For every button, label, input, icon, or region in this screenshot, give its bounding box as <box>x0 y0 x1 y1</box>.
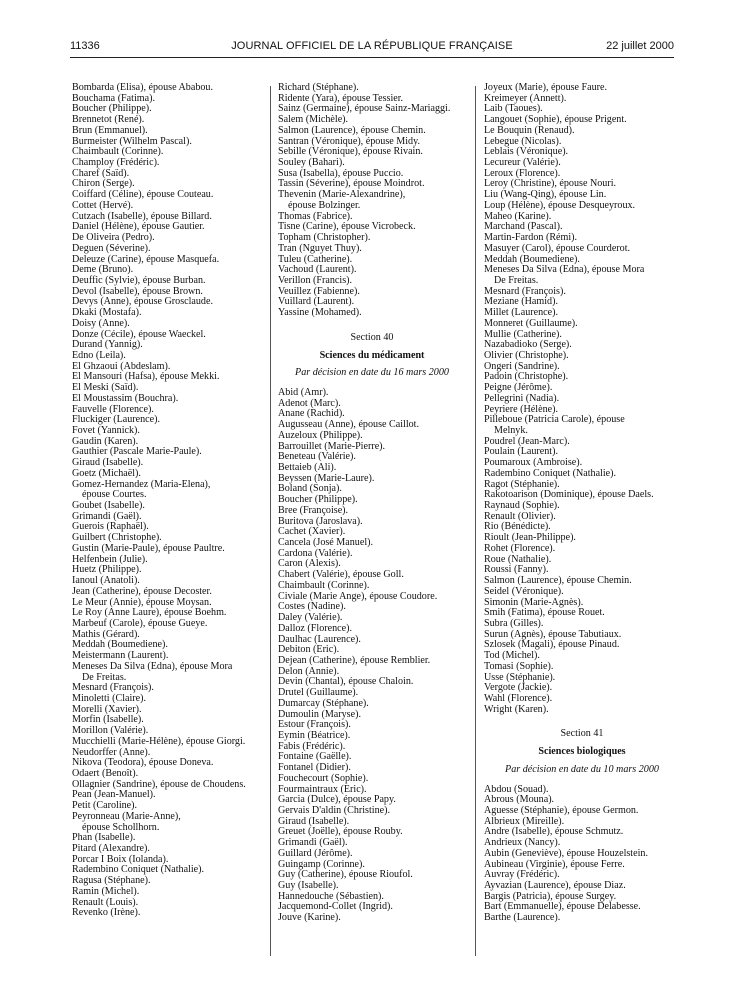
list-item: Fontanel (Didier). <box>278 762 351 774</box>
list-item: Smih (Fatima), épouse Rouet. <box>484 607 605 619</box>
list-item: Meddah (Boumediene). <box>72 639 168 651</box>
list-item: Hannedouche (Sébastien). <box>278 890 384 902</box>
list-item: Grimandi (Gaël). <box>278 837 348 849</box>
page-header <box>70 40 674 56</box>
list-item: Verillon (Francis). <box>278 274 353 286</box>
list-item: Poulain (Laurent). <box>484 446 558 458</box>
list-item: Le Meur (Annie), épouse Moysan. <box>72 596 212 608</box>
list-item: Goetz (Michaël). <box>72 467 141 479</box>
list-item: Santran (Véronique), épouse Midy. <box>278 135 421 147</box>
list-item: Jean (Catherine), épouse Decoster. <box>72 585 212 597</box>
list-item: Renault (Louis). <box>72 896 139 908</box>
name-list <box>484 785 680 924</box>
list-item: Nikova (Teodora), épouse Doneva. <box>72 757 214 769</box>
list-item: Dumoulin (Maryse). <box>278 708 361 720</box>
list-item: Giraud (Isabelle). <box>72 457 144 469</box>
header-rule <box>70 57 674 58</box>
list-item: Daley (Valérie). <box>278 612 343 624</box>
list-item: Laib (Taoues). <box>484 103 543 115</box>
list-item: Helfenbein (Julie). <box>72 553 148 565</box>
list-item: Salmon (Laurence), épouse Chemin. <box>278 124 426 136</box>
list-item: Daniel (Hélène), épouse Gautier. <box>72 221 205 233</box>
list-item: Costes (Nadine). <box>278 601 346 613</box>
list-item: Thevenin (Marie-Alexandrine), épouse Bolzinger. <box>278 189 406 211</box>
list-item: Subra (Gilles). <box>484 617 544 629</box>
list-item: Anane (Rachid). <box>278 408 345 420</box>
list-item: Brennetot (René). <box>72 114 145 126</box>
name-list <box>278 83 466 319</box>
list-item: Civiale (Marie Ange), épouse Coudore. <box>278 590 438 602</box>
list-item: Andrieux (Nancy). <box>484 837 561 849</box>
list-item: Lecureur (Valérie). <box>484 157 561 169</box>
list-item: Barrouillet (Marie-Pierre). <box>278 440 386 452</box>
list-item: Caron (Alexis). <box>278 558 341 570</box>
list-item: Bombarda (Elisa), épouse Ababou. <box>72 82 213 93</box>
list-item: Revenko (Irène). <box>72 907 141 919</box>
list-item: Bree (Françoise). <box>278 504 349 516</box>
list-item: Delon (Annie). <box>278 665 340 677</box>
list-item: Dkaki (Mostafa). <box>72 307 142 319</box>
column-divider <box>270 86 271 956</box>
list-item: Ayvazian (Laurence), épouse Diaz. <box>484 880 626 892</box>
list-item: Susa (Isabella), épouse Puccio. <box>278 167 404 179</box>
list-item: Drutel (Guillaume). <box>278 687 359 699</box>
list-item: Debiton (Eric). <box>278 644 340 656</box>
list-item: Mesnard (François). <box>72 682 154 694</box>
section-subtitle: Sciences biologiques <box>538 746 626 758</box>
list-item: Rioult (Jean-Philippe). <box>484 532 576 544</box>
list-item: Aubineau (Virginie), épouse Ferre. <box>484 858 625 870</box>
list-item: Dejean (Catherine), épouse Remblier. <box>278 654 431 666</box>
name-list <box>72 83 264 919</box>
list-item: Leroy (Christine), épouse Nouri. <box>484 178 617 190</box>
list-item: Vachoud (Laurent). <box>278 264 357 276</box>
journal-title: JOURNAL OFFICIEL DE LA RÉPUBLIQUE FRANÇAISE <box>231 40 513 52</box>
list-item: Phan (Isabelle). <box>72 832 136 844</box>
list-item: Ridente (Yara), épouse Tessier. <box>278 92 404 104</box>
list-item: Abdou (Souad). <box>484 783 549 795</box>
list-item: Padoin (Christophe). <box>484 371 569 383</box>
list-item: Pilleboue (Patricia Carole), épouse Melnyk. <box>484 414 625 436</box>
list-item: Devin (Chantal), épouse Chaloin. <box>278 676 414 688</box>
list-item: Masuyer (Carol), épouse Courderot. <box>484 242 631 254</box>
list-item: Champloy (Frédéric). <box>72 157 160 169</box>
list-item: Bouchama (Fatima). <box>72 92 155 104</box>
list-item: Deleuze (Carine), épouse Masquefa. <box>72 253 220 265</box>
list-item: Minoletti (Claire). <box>72 692 147 704</box>
list-item: Boucher (Philippe). <box>72 103 152 115</box>
list-item: Souley (Bahari). <box>278 157 345 169</box>
list-item: Beyssen (Marie-Laure). <box>278 472 375 484</box>
list-item: Le Bouquin (Renaud). <box>484 124 575 136</box>
list-item: Tisne (Carine), épouse Vicrobeck. <box>278 221 416 233</box>
list-item: Gaudin (Karen). <box>72 435 139 447</box>
list-item: Brun (Emmanuel). <box>72 124 148 136</box>
list-item: Beneteau (Valérie). <box>278 451 356 463</box>
list-item: Wahl (Florence). <box>484 692 553 704</box>
list-item: Giraud (Isabelle). <box>278 815 350 827</box>
list-item: Meistermann (Laurent). <box>72 650 169 662</box>
name-list <box>484 83 680 715</box>
list-item: Albrieux (Mireille). <box>484 815 565 827</box>
list-item: Guingamp (Corinne). <box>278 858 365 870</box>
list-item: Devys (Anne), épouse Grosclaude. <box>72 296 213 308</box>
list-item: Jacquemond-Collet (Ingrid). <box>278 901 393 913</box>
list-item: Usse (Stéphanie). <box>484 671 556 683</box>
list-item: Surun (Agnès), épouse Tabutiaux. <box>484 628 622 640</box>
list-item: Cutzach (Isabelle), épouse Billard. <box>72 210 212 222</box>
list-item: Fontaine (Gaëlle). <box>278 751 352 763</box>
list-item: De Oliveira (Pedro). <box>72 232 155 244</box>
list-item: Langouet (Sophie), épouse Prigent. <box>484 114 627 126</box>
list-item: Cottet (Hervé). <box>72 199 134 211</box>
list-item: Guy (Isabelle). <box>278 880 339 892</box>
list-item: Tassin (Séverine), épouse Moindrot. <box>278 178 425 190</box>
list-item: Ragot (Stéphanie). <box>484 478 560 490</box>
list-item: Odaert (Benoît). <box>72 768 139 779</box>
list-item: El Ghzaoui (Abdeslam). <box>72 360 171 372</box>
name-list <box>278 388 466 924</box>
list-item: Tuleu (Catherine). <box>278 253 353 265</box>
list-item: Renault (Olivier). <box>484 510 556 522</box>
list-item: Thomas (Fabrice). <box>278 210 353 222</box>
list-item: Fabis (Frédéric). <box>278 740 346 752</box>
list-item: Pean (Jean-Manuel). <box>72 789 156 801</box>
list-item: Bettaieb (Ali). <box>278 462 337 473</box>
list-item: Deguen (Séverine). <box>72 242 151 254</box>
list-item: Tomasi (Sophie). <box>484 660 554 672</box>
list-item: Andre (Isabelle), épouse Schmutz. <box>484 826 624 838</box>
list-item: Millet (Laurence). <box>484 307 558 319</box>
list-item: Radembino Coniquet (Nathalie). <box>72 864 205 876</box>
list-item: Eymin (Béatrice). <box>278 729 351 741</box>
list-item: Augusseau (Anne), épouse Caillot. <box>278 419 420 431</box>
list-item: Estour (François). <box>278 719 351 731</box>
list-item: Sainz (Germaine), épouse Sainz-Mariaggi. <box>278 103 451 115</box>
list-item: Martin-Fardon (Rémi). <box>484 232 578 244</box>
list-item: Fauvelle (Florence). <box>72 403 154 415</box>
list-item: Ragusa (Stéphane). <box>72 875 151 887</box>
publication-date: 22 juillet 2000 <box>606 40 674 52</box>
list-item: Morelli (Xavier). <box>72 703 142 715</box>
list-item: Goubet (Isabelle). <box>72 500 145 512</box>
list-item: Guilbert (Christophe). <box>72 532 162 544</box>
section-decision: Par décision en date du 16 mars 2000 <box>295 367 449 379</box>
list-item: Gervais D'aldin (Christine). <box>278 805 390 816</box>
list-item: Burmeister (Wilhelm Pascal). <box>72 135 192 147</box>
list-item: Loup (Hélène), épouse Desqueyroux. <box>484 199 636 211</box>
list-item: Morillon (Valérie). <box>72 725 149 737</box>
column-divider <box>475 86 476 956</box>
list-item: Cachet (Xavier). <box>278 526 346 538</box>
list-item: Guerois (Raphaël). <box>72 521 149 533</box>
list-item: Tran (Nguyet Thuy). <box>278 242 362 254</box>
page-number: 11336 <box>70 40 100 52</box>
list-item: El Moustassim (Bouchra). <box>72 392 179 404</box>
list-item: Neudorffer (Anne). <box>72 746 151 758</box>
list-item: Aubin (Geneviève), épouse Houzelstein. <box>484 847 648 859</box>
list-item: Veuillez (Fabienne). <box>278 285 360 297</box>
list-item: Dumarcay (Stéphane). <box>278 697 369 709</box>
list-item: Dalloz (Florence). <box>278 622 352 634</box>
list-item: Poumaroux (Ambroise). <box>484 457 583 469</box>
list-item: Yassine (Mohamed). <box>278 307 362 319</box>
list-item: Chaimbault (Corinne). <box>278 579 370 591</box>
list-item: Morfin (Isabelle). <box>72 714 144 726</box>
list-item: Wright (Karen). <box>484 703 549 715</box>
list-item: Richard (Stéphane). <box>278 82 359 93</box>
list-item: Meneses Da Silva (Edna), épouse Mora De Freitas. <box>484 264 645 286</box>
list-item: Abid (Amr). <box>278 386 329 398</box>
list-item: Salem (Michèle). <box>278 114 349 126</box>
list-item: Mathis (Gérard). <box>72 628 140 640</box>
list-item: Petit (Caroline). <box>72 800 138 812</box>
list-item: Ollagnier (Sandrine), épouse de Choudens. <box>72 778 246 790</box>
list-item: Rio (Bénédicte). <box>484 521 551 533</box>
list-item: Topham (Christopher). <box>278 232 371 244</box>
list-item: Guy (Catherine), épouse Rioufol. <box>278 869 413 881</box>
list-item: Doisy (Anne). <box>72 317 130 329</box>
list-item: Raynaud (Sophie). <box>484 500 560 512</box>
list-item: Buritova (Jaroslava). <box>278 515 363 527</box>
list-item: Mesnard (François). <box>484 285 566 297</box>
list-item: El Mansouri (Hafsa), épouse Mekki. <box>72 371 220 383</box>
list-item: Poudrel (Jean-Marc). <box>484 435 570 447</box>
list-item: Bart (Emmanuelle), épouse Delabesse. <box>484 901 641 913</box>
section-subtitle: Sciences du médicament <box>319 349 425 361</box>
list-item: Pitard (Alexandre). <box>72 843 150 855</box>
list-item: Szlosek (Magali), épouse Pinaud. <box>484 639 620 651</box>
list-item: Gauthier (Pascale Marie-Paule). <box>72 446 202 458</box>
list-item: El Meski (Saïd). <box>72 382 139 394</box>
list-item: Chaimbault (Corinne). <box>72 146 164 158</box>
list-item: Fluckiger (Laurence). <box>72 414 160 426</box>
list-item: Charef (Saïd). <box>72 167 130 179</box>
list-item: Abrous (Mouna). <box>484 794 555 806</box>
list-item: Seidel (Véronique). <box>484 585 564 597</box>
list-item: Leblais (Véronique). <box>484 146 569 158</box>
list-item: Maheo (Karine). <box>484 210 552 222</box>
list-item: Ramin (Michel). <box>72 885 140 897</box>
section-decision: Par décision en date du 10 mars 2000 <box>505 763 659 775</box>
list-item: Mucchielli (Marie-Hélène), épouse Giorgi. <box>72 735 246 747</box>
list-item: Roue (Nathalie). <box>484 553 552 565</box>
list-item: Vergote (Jackie). <box>484 682 553 694</box>
list-item: Meneses Da Silva (Edna), épouse Mora De Freitas. <box>72 660 233 683</box>
list-item: Peigne (Jérôme). <box>484 382 553 394</box>
list-item: Edno (Leila). <box>72 349 126 361</box>
list-item: Aguesse (Stéphanie), épouse Germon. <box>484 805 639 816</box>
list-item: Garcia (Dulce), épouse Papy. <box>278 794 396 806</box>
list-item: Radembino Coniquet (Nathalie). <box>484 467 617 479</box>
list-item: Greuet (Joëlle), épouse Rouby. <box>278 826 403 838</box>
list-item: Rohet (Florence). <box>484 542 556 554</box>
list-item: Chiron (Serge). <box>72 178 135 190</box>
list-item: Ongeri (Sandrine). <box>484 360 560 372</box>
list-item: Devol (Isabelle), épouse Brown. <box>72 285 203 297</box>
list-item: Olivier (Christophe). <box>484 349 569 361</box>
list-item: Meziane (Hamid). <box>484 296 558 308</box>
list-item: Liu (Wang-Qing), épouse Lin. <box>484 189 607 201</box>
list-item: Tod (Michel). <box>484 650 540 662</box>
list-item: Ianoul (Anatoli). <box>72 575 140 587</box>
list-item: Daulhac (Laurence). <box>278 633 361 645</box>
section-title: Section 40 <box>350 331 394 343</box>
list-item: Cardona (Valérie). <box>278 547 353 559</box>
column-2 <box>278 83 466 924</box>
list-item: Gustin (Marie-Paule), épouse Paultre. <box>72 542 225 554</box>
list-item: Le Roy (Anne Laure), épouse Boehm. <box>72 607 227 619</box>
list-item: Mullie (Catherine). <box>484 328 562 340</box>
list-item: Simonin (Marie-Agnès). <box>484 596 584 608</box>
list-item: Kreimeyer (Annett). <box>484 92 567 104</box>
list-item: Meddah (Boumediene). <box>484 253 580 265</box>
list-item: Salmon (Laurence), épouse Chemin. <box>484 575 632 587</box>
list-item: Chabert (Valérie), épouse Goll. <box>278 569 404 581</box>
column-3 <box>484 83 680 924</box>
list-item: Auvray (Frédéric). <box>484 869 560 881</box>
list-item: Fovet (Yannick). <box>72 425 140 436</box>
list-item: Pellegrini (Nadia). <box>484 392 560 404</box>
list-item: Roussi (Fanny). <box>484 564 549 576</box>
column-1 <box>72 83 264 919</box>
list-item: Donze (Cécile), épouse Waeckel. <box>72 328 206 340</box>
list-item: Durand (Yannig). <box>72 339 143 351</box>
list-item: Gomez-Hernandez (Maria-Elena), épouse Courtes. <box>72 478 211 501</box>
list-item: Peyriere (Hélène). <box>484 403 558 415</box>
list-item: Marchand (Pascal). <box>484 221 563 233</box>
list-item: Lebegue (Nicolas). <box>484 135 562 147</box>
list-item: Monneret (Guillaume). <box>484 317 578 329</box>
list-item: Joyeux (Marie), épouse Faure. <box>484 82 608 93</box>
list-item: Boland (Sonja). <box>278 483 342 495</box>
list-item: Boucher (Philippe). <box>278 494 358 506</box>
list-item: Rakotoarison (Dominique), épouse Daels. <box>484 489 654 501</box>
list-item: Nazabadioko (Serge). <box>484 339 572 351</box>
list-item: Bargis (Patricia), épouse Surgey. <box>484 890 617 902</box>
list-item: Peyronneau (Marie-Anne), épouse Schollhorn. <box>72 810 181 833</box>
section-title: Section 41 <box>560 728 604 740</box>
list-item: Deme (Bruno). <box>72 264 134 276</box>
list-item: Leroux (Florence). <box>484 167 561 179</box>
list-item: Vuillard (Laurent). <box>278 296 355 308</box>
list-item: Fourmaintraux (Eric). <box>278 783 367 795</box>
list-item: Deuffic (Sylvie), épouse Burban. <box>72 274 206 286</box>
list-item: Barthe (Laurence). <box>484 912 561 924</box>
list-item: Huetz (Philippe). <box>72 564 142 576</box>
list-item: Auzeloux (Philippe). <box>278 429 363 441</box>
list-item: Fouchecourt (Sophie). <box>278 772 369 784</box>
list-item: Grimandi (Gaël). <box>72 510 142 522</box>
list-item: Guillard (Jérôme). <box>278 847 353 859</box>
list-item: Cancela (José Manuel). <box>278 537 374 549</box>
list-item: Sebille (Véronique), épouse Rivain. <box>278 146 423 158</box>
list-item: Coiffard (Céline), épouse Couteau. <box>72 189 214 201</box>
list-item: Jouve (Karine). <box>278 912 341 924</box>
list-item: Adenot (Marc). <box>278 397 341 409</box>
list-item: Marbeuf (Carole), épouse Gueye. <box>72 617 208 629</box>
list-item: Porcar I Boix (Iolanda). <box>72 853 169 865</box>
